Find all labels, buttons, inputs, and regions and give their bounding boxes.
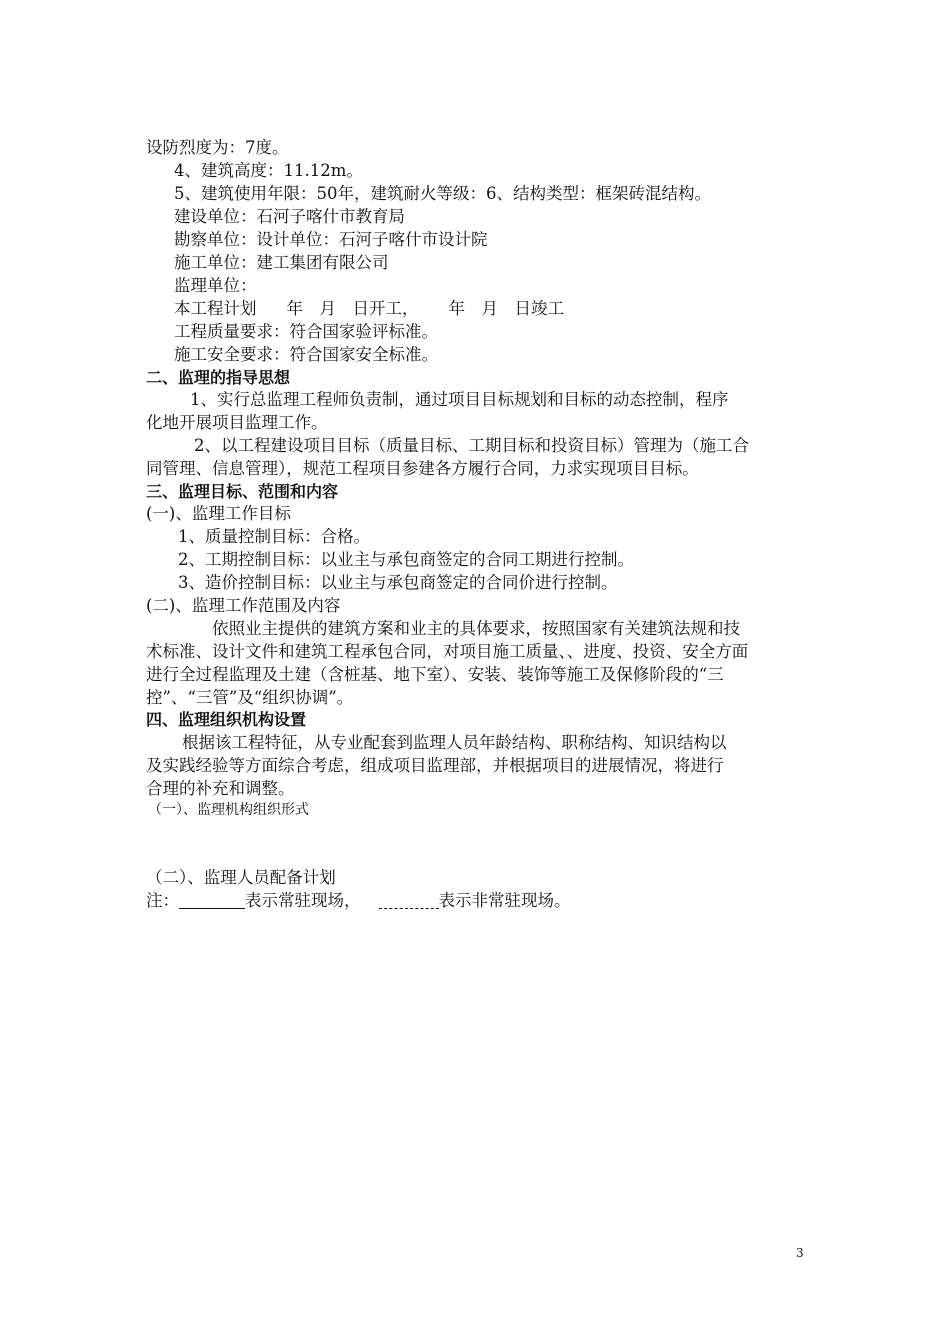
list-item: 3、造价控制目标：以业主与承包商签定的合同价进行控制。 — [178, 573, 618, 592]
text-line: 建设单位：石河子喀什市教育局 — [174, 207, 405, 226]
schedule-line — [174, 297, 838, 321]
text-line: 监理单位： — [174, 276, 257, 295]
text-line: 施工单位：建工集团有限公司 — [174, 253, 389, 272]
paragraph-line — [174, 388, 810, 412]
subsection-heading: (一)、监理工作目标 — [146, 504, 291, 523]
paragraph-line: 依照业主提供的建筑方案和业主的具体要求，按照国家有关建筑法规和技 — [212, 619, 740, 638]
subsection-heading: （二）、监理人员配备计划 — [146, 868, 336, 887]
paragraph-line: 2、以工程建设项目目标（质量目标、工期目标和投资目标）管理为（施工合 — [194, 436, 749, 455]
subsection-heading: (二)、监理工作范围及内容 — [146, 596, 341, 615]
note-nonresident: 表示非常驻现场。 — [438, 891, 571, 910]
schedule-label: 本工程计划 — [174, 299, 257, 318]
list-item: 1、质量控制目标：合格。 — [178, 527, 370, 546]
text-line: 设防烈度为：7度。 — [146, 138, 289, 157]
paragraph-line: 术标准、设计文件和建筑工程承包合同，对项目施工质量、、进度、投资、安全方面 — [146, 642, 749, 661]
text-line: 5、建筑使用年限：50年，建筑耐火等级：6、结构类型：框架砖混结构。 — [174, 184, 711, 203]
section-heading: 三、监理目标、范围和内容 — [146, 482, 339, 501]
text-line: 4、建筑高度：11.12m。 — [174, 161, 363, 180]
text-line: 勘察单位：设计单位：石河子喀什市设计院 — [174, 230, 488, 249]
paragraph-text: 1、实行总监理工程师负责制，通过项目目标规划和目标的动态控制，程序 — [190, 390, 729, 409]
paragraph-line: 同管理、信息管理），规范工程项目参建各方履行合同，力求实现项目目标。 — [146, 459, 699, 478]
paragraph-line: 化地开展项目监理工作。 — [146, 413, 328, 432]
paragraph-line: 根据该工程特征，从专业配套到监理人员年龄结构、职称结构、知识结构以 — [182, 733, 727, 752]
dashed-line-sample — [379, 890, 439, 909]
solid-line-sample — [179, 890, 245, 909]
section-heading: 二、监理的指导思想 — [146, 368, 291, 387]
paragraph-line: 控”、“三管”及“组织协调”。 — [146, 688, 354, 707]
text-line: 施工安全要求：符合国家安全标准。 — [174, 345, 438, 364]
subsection-heading: （一）、监理机构组织形式 — [148, 802, 309, 818]
schedule-end: 年 月 日竣工 — [448, 299, 564, 318]
page-number: 3 — [796, 1246, 804, 1260]
section-heading: 四、监理组织机构设置 — [146, 710, 307, 729]
list-item: 2、工期控制目标：以业主与承包商签定的合同工期进行控制。 — [178, 550, 634, 569]
note-resident: 表示常驻现场， — [245, 891, 361, 910]
legend-note — [146, 889, 810, 913]
paragraph-line: 进行全过程监理及土建（含桩基、地下室）、安装、装饰等施工及保修阶段的“三 — [146, 665, 724, 684]
note-prefix: 注： — [146, 891, 179, 910]
schedule-start: 年 月 日开工， — [286, 299, 419, 318]
paragraph-line: 及实践经验等方面综合考虑，组成项目监理部，并根据项目的进展情况，将进行 — [146, 756, 724, 775]
text-line: 工程质量要求：符合国家验评标准。 — [174, 322, 438, 341]
paragraph-line: 合理的补充和调整。 — [146, 779, 295, 798]
